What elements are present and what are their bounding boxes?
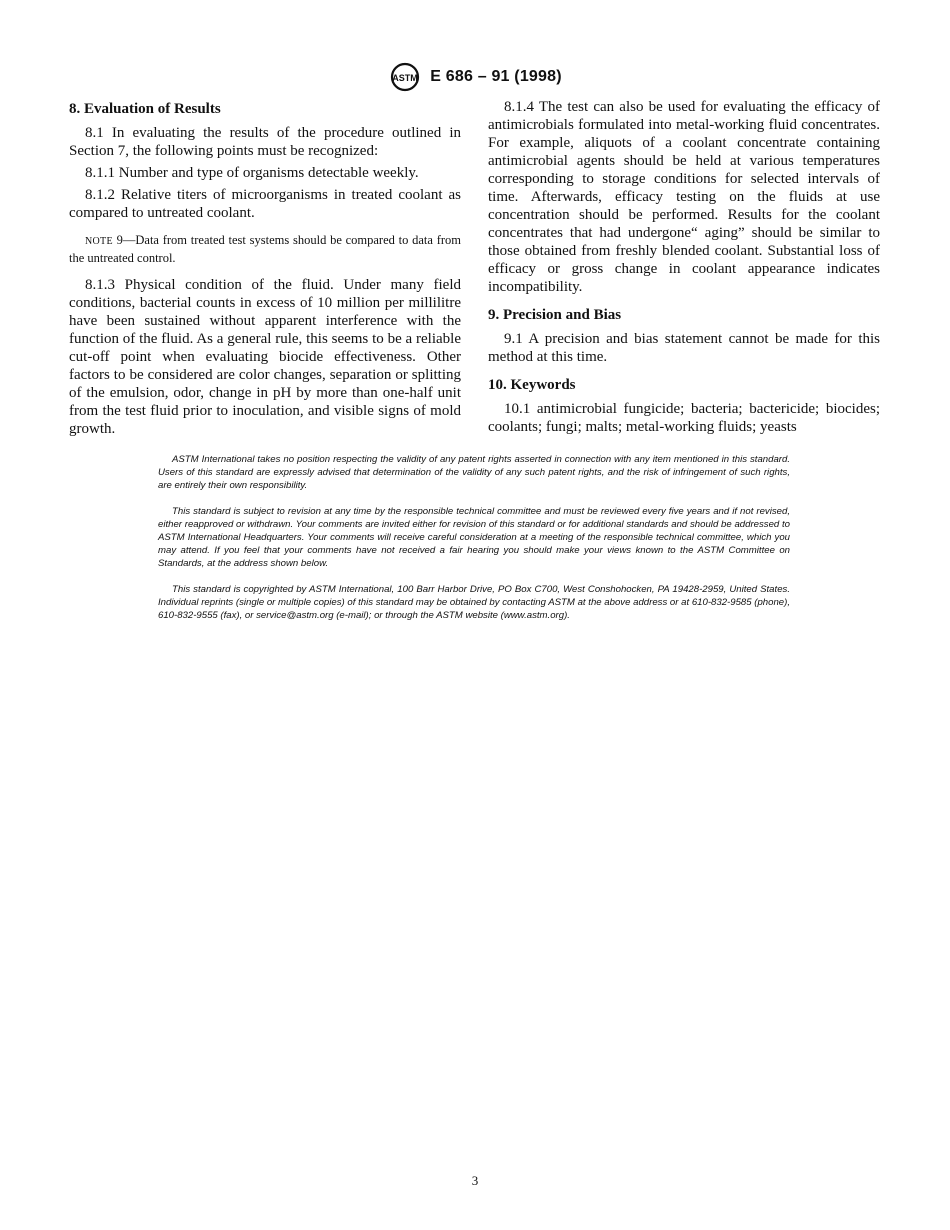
note-label: NOTE (85, 236, 113, 247)
section-10-heading: 10. Keywords (488, 377, 576, 393)
section-8-heading: 8. Evaluation of Results (69, 101, 221, 117)
paragraph-10-1: 10.1 antimicrobial fungicide; bacteria; bactericide; biocides; coolants; fungi; malts; metal-working fluids; yeasts (488, 401, 880, 435)
page-number: 3 (471, 1173, 479, 1188)
paragraph-9-1: 9.1 A precision and bias statement cannot be made for this method at this time. (488, 331, 880, 365)
paragraph-8-1: 8.1 In evaluating the results of the procedure outlined in Section 7, the following points must be recognized: (69, 125, 461, 159)
astm-logo-icon (388, 62, 422, 92)
page-header (0, 62, 950, 97)
patent-notice: ASTM International takes no position respecting the validity of any patent rights asserted in connection with any item mentioned in this standard. Users of this standard are expressly advised that determination of the validity of any such patent rights, and the risk of infringement of such rights, are entirely their own responsibility. (158, 454, 790, 492)
paragraph-8-1-1: 8.1.1 Number and type of organisms detectable weekly. (85, 165, 419, 181)
note-9 (69, 232, 461, 266)
standard-designation: E 686 – 91 (1998) (430, 68, 562, 85)
copyright-notice: This standard is copyrighted by ASTM International, 100 Barr Harbor Drive, PO Box C700, West Conshohocken, PA 19428-2959, United States. Individual reprints (single or multiple copies) of this standard may be obtained by contacting ASTM at the above address or at 610-832-9585 (phone), 610-832-9555 (fax), or service@astm.org (e-mail); or through the ASTM website (www.astm.org). (158, 583, 790, 622)
paragraph-8-1-3: 8.1.3 Physical condition of the fluid. Under many field conditions, bacterial counts in excess of 10 million per millilitre have been sustained without apparent interference with the function of the fluid. As a general rule, this seems to be a reliable cut-off point when evaluating biocide effectiveness. Other factors to be considered are color changes, separation or splitting of the emulsion, odor, change in pH by more than one-half unit from the test fluid prior to inoculation, and visible signs of mold growth. (69, 277, 461, 437)
svg-text:ASTM: ASTM (392, 73, 418, 83)
legal-footer (158, 453, 790, 634)
right-column (488, 98, 880, 436)
revision-notice: This standard is subject to revision at any time by the responsible technical committee and must be reviewed every five years and if not revised, either reapproved or withdrawn. Your comments are invited either for revision of this standard or for additional standards and should be addressed to ASTM International Headquarters. Your comments will receive careful consideration at a meeting of the responsible technical committee, which you may attend. If you feel that your comments have not received a fair hearing you should make your views known to the ASTM Committee on Standards, at the address shown below. (158, 505, 790, 570)
left-column (69, 98, 461, 442)
note-text: 9—Data from treated test systems should be compared to data from the untreated control. (69, 233, 461, 265)
section-9-heading: 9. Precision and Bias (488, 307, 622, 323)
paragraph-8-1-4: 8.1.4 The test can also be used for evaluating the efficacy of antimicrobials formulated into metal-working fluid concentrates. For example, aliquots of a coolant concentrate containing antimicrobial agents should be held at various temperatures corresponding to storage conditions for selected intervals of time. Afterwards, efficacy testing on the fluids at use concentration should be performed. Results for the coolant concentrates that had undergone“ aging” should be similar to those obtained from freshly blended coolant. Substantial loss of efficacy or gross change in coolant appearance indicates incompatibility. (488, 99, 880, 295)
paragraph-8-1-2: 8.1.2 Relative titers of microorganisms in treated coolant as compared to untreated coolant. (69, 187, 461, 221)
